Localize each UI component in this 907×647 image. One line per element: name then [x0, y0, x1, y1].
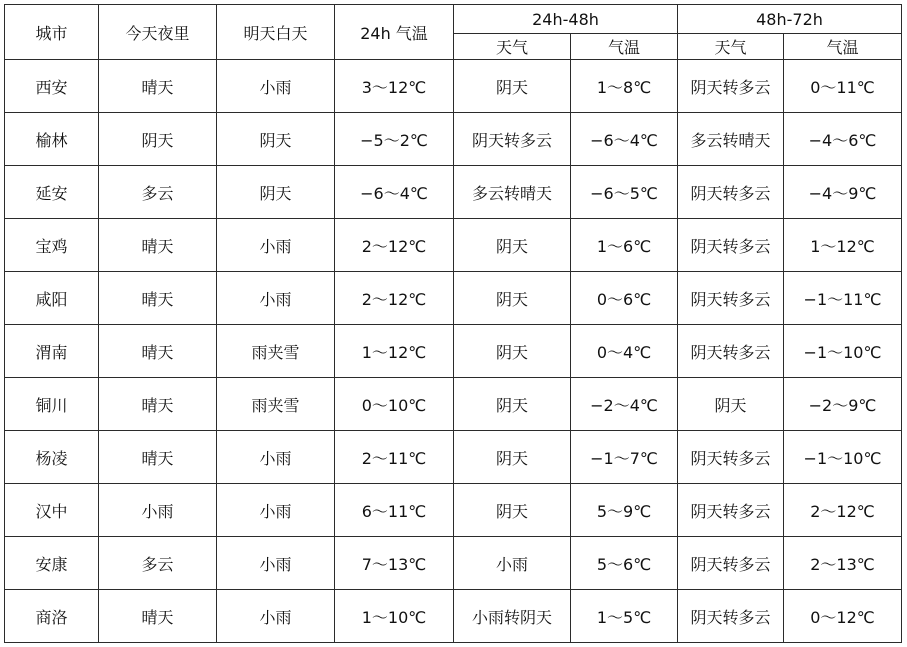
weather-forecast-table [4, 4, 902, 643]
weather-48-72-cell: 阴天转多云 [678, 60, 784, 113]
table-body [5, 60, 902, 643]
tomorrow-day-weather-cell: 小雨 [217, 537, 335, 590]
temp-24h-cell: 3～12℃ [335, 60, 454, 113]
weather-24-48-cell: 阴天 [454, 378, 571, 431]
table-row [5, 272, 902, 325]
weather-24-48-cell: 阴天 [454, 272, 571, 325]
city-cell: 宝鸡 [5, 219, 99, 272]
temp-48-72-cell: −1～10℃ [784, 325, 902, 378]
table-row [5, 537, 902, 590]
temp-48-72-cell: −2～9℃ [784, 378, 902, 431]
table-row [5, 219, 902, 272]
header-city: 城市 [5, 5, 99, 60]
weather-48-72-cell: 阴天转多云 [678, 431, 784, 484]
temp-24h-cell: 2～12℃ [335, 219, 454, 272]
temp-48-72-cell: −4～6℃ [784, 113, 902, 166]
temp-24-48-cell: 5～6℃ [571, 537, 678, 590]
temp-24h-cell: 7～13℃ [335, 537, 454, 590]
tomorrow-day-weather-cell: 小雨 [217, 431, 335, 484]
temp-48-72-cell: 0～11℃ [784, 60, 902, 113]
header-group-48-72: 48h-72h [678, 5, 902, 34]
temp-24h-cell: 0～10℃ [335, 378, 454, 431]
temp-24-48-cell: 1～6℃ [571, 219, 678, 272]
temp-24h-cell: −5～2℃ [335, 113, 454, 166]
weather-24-48-cell: 阴天 [454, 219, 571, 272]
header-temp-24-48: 气温 [571, 34, 678, 60]
table-row [5, 590, 902, 643]
table-row [5, 431, 902, 484]
tonight-weather-cell: 晴天 [99, 431, 217, 484]
tonight-weather-cell: 晴天 [99, 60, 217, 113]
tonight-weather-cell: 多云 [99, 166, 217, 219]
tonight-weather-cell: 多云 [99, 537, 217, 590]
city-cell: 榆林 [5, 113, 99, 166]
tomorrow-day-weather-cell: 小雨 [217, 219, 335, 272]
temp-24h-cell: 1～12℃ [335, 325, 454, 378]
weather-48-72-cell: 阴天 [678, 378, 784, 431]
temp-48-72-cell: −1～10℃ [784, 431, 902, 484]
header-tonight: 今天夜里 [99, 5, 217, 60]
tomorrow-day-weather-cell: 小雨 [217, 60, 335, 113]
tomorrow-day-weather-cell: 雨夹雪 [217, 378, 335, 431]
header-weather-48-72: 天气 [678, 34, 784, 60]
city-cell: 咸阳 [5, 272, 99, 325]
temp-24h-cell: −6～4℃ [335, 166, 454, 219]
weather-24-48-cell: 小雨转阴天 [454, 590, 571, 643]
table-row [5, 325, 902, 378]
tomorrow-day-weather-cell: 阴天 [217, 166, 335, 219]
temp-48-72-cell: −1～11℃ [784, 272, 902, 325]
temp-24-48-cell: −1～7℃ [571, 431, 678, 484]
header-temp-24h: 24h 气温 [335, 5, 454, 60]
temp-24-48-cell: 1～8℃ [571, 60, 678, 113]
temp-24-48-cell: −2～4℃ [571, 378, 678, 431]
weather-24-48-cell: 阴天 [454, 431, 571, 484]
temp-24h-cell: 2～12℃ [335, 272, 454, 325]
weather-48-72-cell: 阴天转多云 [678, 272, 784, 325]
weather-24-48-cell: 多云转晴天 [454, 166, 571, 219]
tonight-weather-cell: 晴天 [99, 272, 217, 325]
city-cell: 安康 [5, 537, 99, 590]
tonight-weather-cell: 晴天 [99, 219, 217, 272]
table-row [5, 60, 902, 113]
city-cell: 铜川 [5, 378, 99, 431]
table-row [5, 113, 902, 166]
weather-24-48-cell: 阴天 [454, 484, 571, 537]
city-cell: 西安 [5, 60, 99, 113]
weather-48-72-cell: 阴天转多云 [678, 325, 784, 378]
temp-24-48-cell: 1～5℃ [571, 590, 678, 643]
tomorrow-day-weather-cell: 小雨 [217, 484, 335, 537]
temp-24h-cell: 6～11℃ [335, 484, 454, 537]
tonight-weather-cell: 晴天 [99, 325, 217, 378]
temp-48-72-cell: 2～13℃ [784, 537, 902, 590]
weather-24-48-cell: 小雨 [454, 537, 571, 590]
city-cell: 商洛 [5, 590, 99, 643]
temp-24-48-cell: 5～9℃ [571, 484, 678, 537]
tonight-weather-cell: 晴天 [99, 378, 217, 431]
header-weather-24-48: 天气 [454, 34, 571, 60]
tomorrow-day-weather-cell: 雨夹雪 [217, 325, 335, 378]
header-row-top [5, 5, 902, 34]
weather-48-72-cell: 阴天转多云 [678, 166, 784, 219]
temp-24-48-cell: −6～4℃ [571, 113, 678, 166]
weather-48-72-cell: 阴天转多云 [678, 219, 784, 272]
temp-24-48-cell: 0～6℃ [571, 272, 678, 325]
tonight-weather-cell: 小雨 [99, 484, 217, 537]
weather-48-72-cell: 阴天转多云 [678, 537, 784, 590]
temp-24-48-cell: −6～5℃ [571, 166, 678, 219]
temp-24h-cell: 2～11℃ [335, 431, 454, 484]
weather-24-48-cell: 阴天 [454, 325, 571, 378]
weather-48-72-cell: 阴天转多云 [678, 484, 784, 537]
tomorrow-day-weather-cell: 小雨 [217, 590, 335, 643]
city-cell: 渭南 [5, 325, 99, 378]
table-row [5, 378, 902, 431]
header-group-24-48: 24h-48h [454, 5, 678, 34]
temp-48-72-cell: 0～12℃ [784, 590, 902, 643]
tonight-weather-cell: 阴天 [99, 113, 217, 166]
weather-24-48-cell: 阴天转多云 [454, 113, 571, 166]
tonight-weather-cell: 晴天 [99, 590, 217, 643]
weather-48-72-cell: 多云转晴天 [678, 113, 784, 166]
tomorrow-day-weather-cell: 小雨 [217, 272, 335, 325]
temp-24-48-cell: 0～4℃ [571, 325, 678, 378]
temp-48-72-cell: 2～12℃ [784, 484, 902, 537]
city-cell: 延安 [5, 166, 99, 219]
table-header [5, 5, 902, 60]
temp-48-72-cell: −4～9℃ [784, 166, 902, 219]
table-row [5, 484, 902, 537]
tomorrow-day-weather-cell: 阴天 [217, 113, 335, 166]
temp-24h-cell: 1～10℃ [335, 590, 454, 643]
table-row [5, 166, 902, 219]
city-cell: 汉中 [5, 484, 99, 537]
weather-48-72-cell: 阴天转多云 [678, 590, 784, 643]
temp-48-72-cell: 1～12℃ [784, 219, 902, 272]
header-tomorrow-day: 明天白天 [217, 5, 335, 60]
header-temp-48-72: 气温 [784, 34, 902, 60]
weather-24-48-cell: 阴天 [454, 60, 571, 113]
city-cell: 杨凌 [5, 431, 99, 484]
